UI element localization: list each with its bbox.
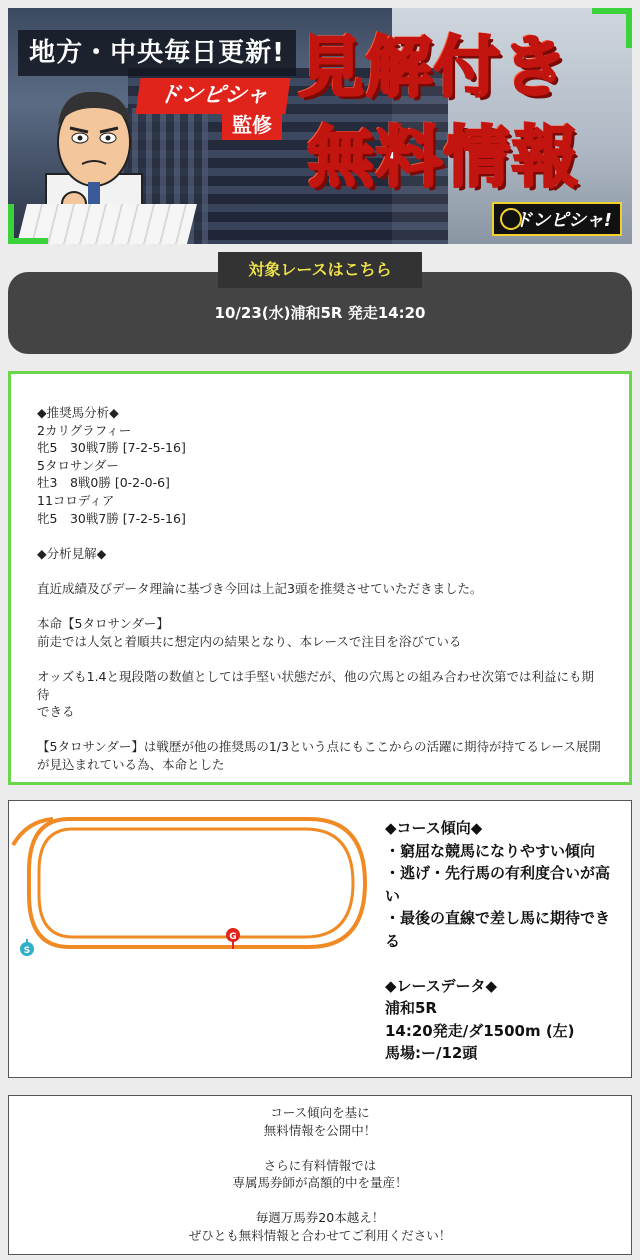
course-line: ◆レースデータ◆	[385, 976, 498, 995]
banner-headline: 地方・中央毎日更新!	[18, 30, 296, 76]
banner-supervise-tag: 監修	[222, 110, 282, 140]
corner-accent	[592, 8, 632, 14]
banner-logo	[492, 202, 622, 236]
spacer	[37, 527, 605, 545]
banner-logo-text: ドンピシャ!	[514, 210, 612, 231]
spacer	[385, 952, 621, 975]
info-line: さらに有料情報では	[263, 1157, 377, 1173]
target-race-heading: 対象レースはこちら	[218, 252, 422, 288]
info-line: 無料情報を公開中！	[263, 1122, 377, 1138]
logo-mark-icon	[500, 208, 522, 230]
start-marker	[20, 939, 34, 956]
course-line: ・逃げ・先行馬の有利度合いが高	[385, 864, 611, 882]
banner-big-title-1: 見解付き	[298, 29, 570, 106]
course-line: ・最後の直線で差し馬に期待でき	[385, 909, 611, 927]
info-line: コース傾向を基に	[270, 1105, 370, 1120]
course-track-outer	[29, 819, 365, 947]
analysis-line: 5タロサンダー	[37, 457, 119, 473]
course-track-inner	[39, 829, 353, 937]
course-line: い	[385, 886, 401, 905]
course-line: ◆コース傾向◆	[385, 819, 483, 837]
analysis-line: が見込まれている為、本命とした	[37, 756, 225, 772]
spacer	[37, 650, 605, 668]
info-line: ぜひとも無料情報と合わせてご利用ください！	[188, 1227, 452, 1243]
hero-banner[interactable]	[8, 8, 632, 244]
course-panel	[8, 800, 632, 1078]
spacer	[9, 1192, 631, 1210]
analysis-line: 前走では人気と着順共に想定内の結果となり、本レースで注目を浴びている	[37, 633, 462, 649]
spacer	[9, 1139, 631, 1157]
analysis-line: オッズも1.4と現段階の数値としては手堅い状態だが、他の穴馬との組み合わせ次第では利益にも期待	[37, 668, 595, 702]
analysis-panel	[8, 371, 632, 785]
target-race-info: 10/23(水)浦和5R 発走14:20	[214, 304, 426, 322]
course-line: 馬場:ー/12頭	[385, 1044, 478, 1062]
start-label: S	[23, 946, 31, 956]
course-map	[9, 801, 379, 1079]
course-description	[385, 817, 621, 1065]
banner-big-title-2: 無料情報	[308, 119, 580, 196]
spacer	[37, 721, 605, 739]
analysis-line: 牝5 30戦7勝 [7-2-5-16]	[37, 440, 186, 456]
course-line: る	[385, 931, 401, 950]
analysis-line: 11コロディア	[37, 492, 115, 508]
course-line: 14:20発走/ダ1500m (左)	[385, 1021, 575, 1040]
spacer	[37, 598, 605, 616]
analysis-line: 牝5 30戦7勝 [7-2-5-16]	[37, 510, 186, 526]
info-panel	[8, 1095, 632, 1255]
analysis-line: できる	[37, 704, 75, 720]
course-line: ・窮屈な競馬になりやすい傾向	[385, 841, 596, 860]
analysis-line: 直近成績及びデータ理論に基づき今回は上記3頭を推奨させていただきました。	[37, 580, 483, 596]
course-line: 浦和5R	[385, 999, 437, 1017]
analysis-line: ◆分析見解◆	[37, 545, 107, 561]
spacer	[37, 562, 605, 580]
banner-brand-tag: ドンピシャ	[135, 78, 290, 114]
analysis-line: 【5タロサンダー】は戦歴が他の推奨馬の1/3という点にもここからの活躍に期待が持てるレース展開	[37, 739, 601, 755]
analysis-line: ◆推奨馬分析◆	[37, 405, 119, 420]
info-line: 専属馬券師が高額的中を量産！	[232, 1175, 408, 1190]
analysis-line: 本命【5タロサンダー】	[37, 616, 169, 632]
goal-label: G	[229, 932, 237, 942]
analysis-line: 2カリグラフィー	[37, 422, 132, 438]
corner-accent	[626, 8, 632, 48]
corner-accent	[8, 238, 48, 244]
analysis-line: 牡3 8戦0勝 [0-2-0-6]	[37, 475, 170, 491]
info-line: 毎週万馬券20本越え！	[255, 1210, 385, 1225]
